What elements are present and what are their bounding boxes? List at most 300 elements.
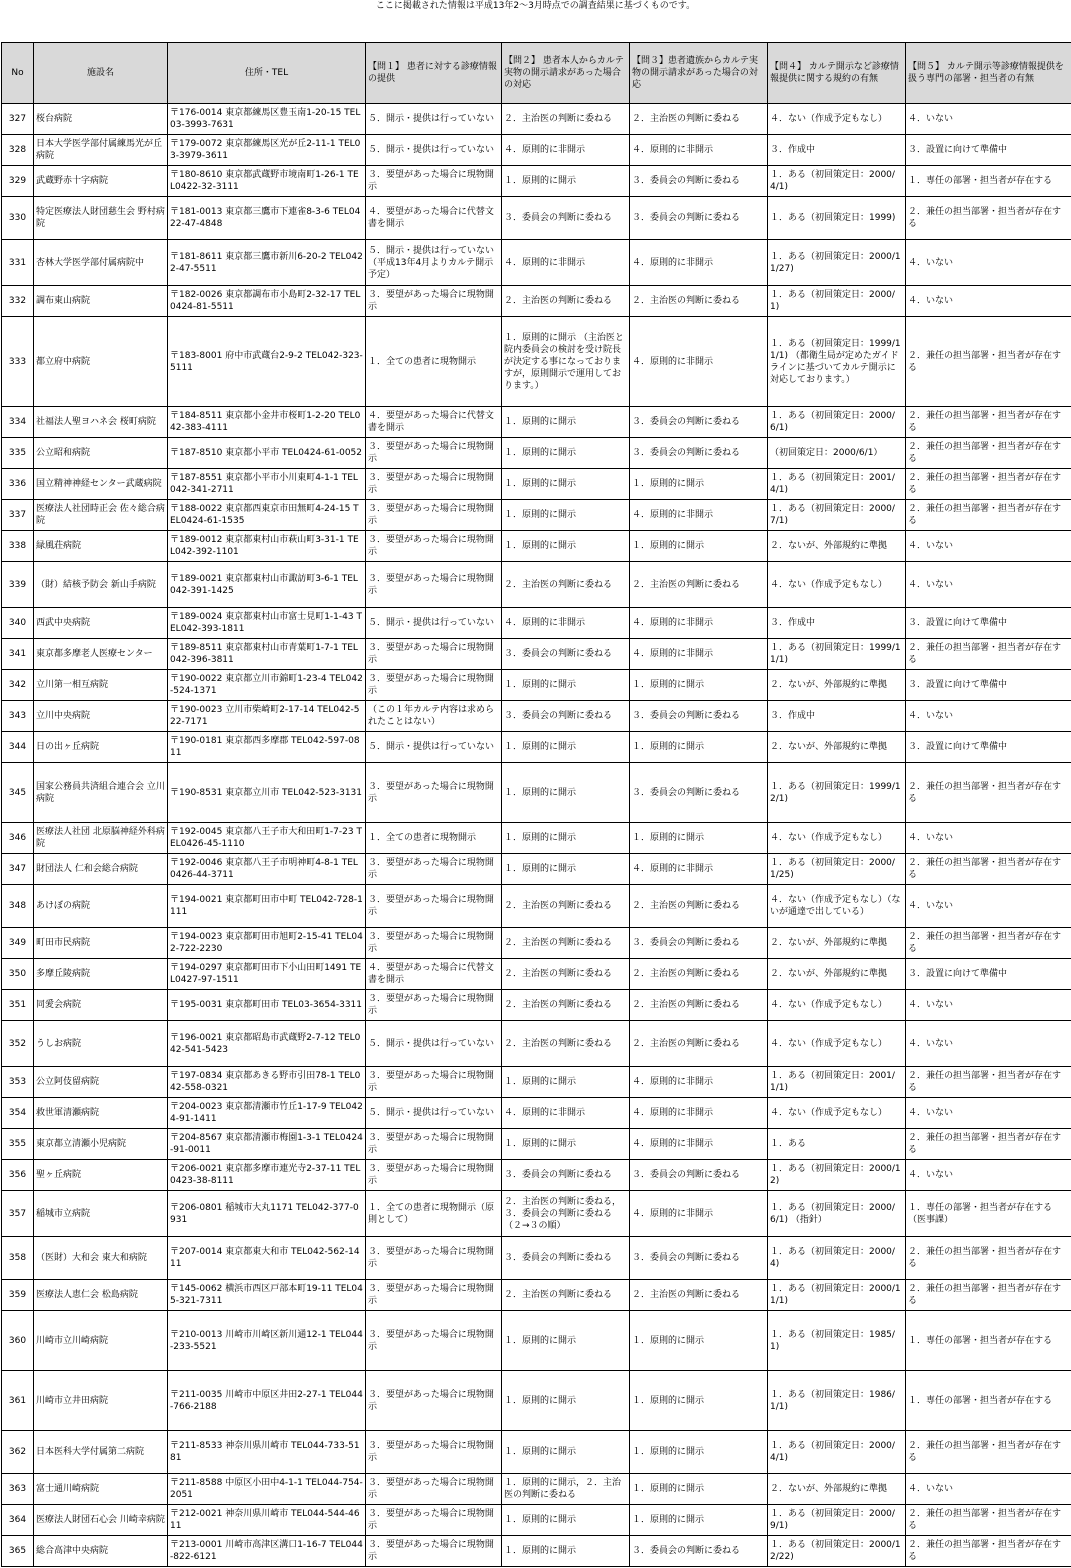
cell-q2: １．原則的に開示 [502,407,630,438]
table-row [2,990,1071,1021]
cell-q5: ４．いない [906,1021,1071,1067]
cell-q2: ３．委員会の判断に委ねる [502,639,630,670]
table-row [2,1237,1071,1280]
table-row [2,286,1071,317]
cell-no: 328 [2,135,34,166]
table-row [2,240,1071,286]
cell-q1: ３．要望があった場合に現物開示 [366,670,502,701]
cell-facility: 同愛会病院 [34,990,168,1021]
cell-no: 339 [2,562,34,608]
cell-q2: １．原則的に開示 [502,732,630,763]
cell-address: 〒188-0022 東京都西東京市田無町4-24-15 TEL0424-61-1535 [168,500,366,531]
cell-q2: ２．主治医の判断に委ねる [502,286,630,317]
cell-q5: ３．設置に向けて準備中 [906,670,1071,701]
cell-address: 〒206-0021 東京都多摩市連光寺2-37-11 TEL0423-38-8111 [168,1160,366,1191]
cell-address: 〒211-8533 神奈川県川崎市 TEL044-733-5181 [168,1431,366,1474]
cell-address: 〒145-0062 横浜市西区戸部本町19-11 TEL045-321-7311 [168,1280,366,1311]
cell-q4: １．ある（初回策定日：2001/4/1) [768,469,906,500]
cell-q5: ２．兼任の担当部署・担当者が存在する [906,639,1071,670]
cell-q1: ５．開示・提供は行っていない [366,1098,502,1129]
cell-no: 344 [2,732,34,763]
cell-facility: 桜台病院 [34,104,168,135]
cell-q3: ３．委員会の判断に委ねる [630,407,768,438]
cell-q4: ２．ないが、外部規約に準拠 [768,531,906,562]
cell-q1: ４．要望があった場合に代替文書を開示 [366,197,502,240]
cell-q4: １．ある（初回策定日：1999) [768,197,906,240]
header-q1: 【問１】 患者に対する診療情報の提供 [366,43,502,104]
cell-q2: １．原則的に開示 [502,469,630,500]
cell-q2: ２．主治医の判断に委ねる [502,885,630,928]
cell-address: 〒210-0013 川崎市川崎区新川通12-1 TEL044-233-5521 [168,1311,366,1371]
cell-address: 〒206-0801 稲城市大丸1171 TEL042-377-0931 [168,1191,366,1237]
cell-q3: ３．委員会の判断に委ねる [630,438,768,469]
cell-facility: （財）結核予防会 新山手病院 [34,562,168,608]
table-row [2,639,1071,670]
cell-facility: 西武中央病院 [34,608,168,639]
cell-q4: ３．作成中 [768,701,906,732]
cell-q5: ２．兼任の担当部署・担当者が存在する [906,500,1071,531]
cell-q4: ２．ないが、外部規約に準拠 [768,959,906,990]
cell-address: 〒181-8611 東京都三鷹市新川6-20-2 TEL0422-47-5511 [168,240,366,286]
cell-facility: 医療法人社団 北原脳神経外科病院 [34,823,168,854]
cell-address: 〒190-0022 東京都立川市錦町1-23-4 TEL042-524-1371 [168,670,366,701]
table-row [2,1280,1071,1311]
cell-facility: 東京都立清瀬小児病院 [34,1129,168,1160]
cell-q1: ３．要望があった場合に現物開示 [366,500,502,531]
cell-q4: １．ある（初回策定日：2000/7/1) [768,500,906,531]
cell-q3: ４．原則的に非開示 [630,1129,768,1160]
cell-q5: ２．兼任の担当部署・担当者が存在する [906,317,1071,407]
cell-q1: ３．要望があった場合に現物開示 [366,562,502,608]
cell-no: 356 [2,1160,34,1191]
cell-address: 〒182-0026 東京都調布市小島町2-32-17 TEL0424-81-5511 [168,286,366,317]
cell-address: 〒211-8588 中原区小田中4-1-1 TEL044-754-2051 [168,1474,366,1505]
table-row [2,1311,1071,1371]
cell-address: 〒204-0023 東京都清瀬市竹丘1-17-9 TEL0424-91-1411 [168,1098,366,1129]
cell-facility: 杏林大学医学部付属病院中 [34,240,168,286]
cell-q1: ３．要望があった場合に現物開示 [366,1280,502,1311]
cell-facility: 緑風荘病院 [34,531,168,562]
cell-facility: 立川中央病院 [34,701,168,732]
cell-q2: １．原則的に開示 [502,1371,630,1431]
cell-no: 345 [2,763,34,823]
cell-q3: ４．原則的に非開示 [630,639,768,670]
cell-q2: ３．委員会の判断に委ねる [502,701,630,732]
cell-q2: １．原則的に開示 [502,500,630,531]
cell-no: 349 [2,928,34,959]
cell-q5: ３．設置に向けて準備中 [906,959,1071,990]
cell-q3: ４．原則的に非開示 [630,1098,768,1129]
cell-facility: 医療法人財団石心会 川崎幸病院 [34,1505,168,1536]
cell-q1: ５．開示・提供は行っていない [366,608,502,639]
cell-q3: ２．主治医の判断に委ねる [630,286,768,317]
cell-q3: １．原則的に開示 [630,1431,768,1474]
cell-q1: １．全ての患者に現物開示 [366,823,502,854]
cell-q3: ３．委員会の判断に委ねる [630,928,768,959]
cell-q1: ５．開示・提供は行っていない [366,135,502,166]
header-no: No [2,43,34,104]
cell-q5: ４．いない [906,531,1071,562]
cell-q2: ４．原則的に非開示 [502,1098,630,1129]
cell-no: 335 [2,438,34,469]
cell-q3: ３．委員会の判断に委ねる [630,166,768,197]
cell-address: 〒176-0014 東京都練馬区豊玉南1-20-15 TEL03-3993-7631 [168,104,366,135]
table-row [2,562,1071,608]
cell-no: 332 [2,286,34,317]
cell-address: 〒179-0072 東京都練馬区光が丘2-11-1 TEL03-3979-3611 [168,135,366,166]
cell-q2: ２．主治医の判断に委ねる [502,990,630,1021]
cell-no: 362 [2,1431,34,1474]
cell-no: 343 [2,701,34,732]
cell-q3: ３．委員会の判断に委ねる [630,197,768,240]
cell-q1: ３．要望があった場合に現物開示 [366,469,502,500]
cell-facility: 多摩丘陵病院 [34,959,168,990]
cell-no: 338 [2,531,34,562]
cell-q1: ３．要望があった場合に現物開示 [366,1311,502,1371]
table-row [2,1191,1071,1237]
cell-q4: ２．ないが、外部規約に準拠 [768,670,906,701]
cell-facility: 公立阿伎留病院 [34,1067,168,1098]
cell-q2: ４．原則的に非開示 [502,240,630,286]
cell-q4: １．ある（初回策定日：2000/11/1) [768,1280,906,1311]
cell-q4: ４．ない（作成予定もなし） [768,990,906,1021]
cell-q4: １．ある（初回策定日：2000/1) [768,286,906,317]
cell-q4: １．ある（初回策定日：2000/6/1) [768,407,906,438]
cell-q4: ４．ない（作成予定もなし）（ないが通達で出している） [768,885,906,928]
table-row [2,823,1071,854]
cell-q5: ４．いない [906,240,1071,286]
table-body [2,104,1071,1567]
table-row [2,531,1071,562]
cell-q5: ３．設置に向けて準備中 [906,608,1071,639]
table-row [2,670,1071,701]
cell-q5: ２．兼任の担当部署・担当者が存在する [906,1129,1071,1160]
table-row [2,1505,1071,1536]
cell-q1: ３．要望があった場合に現物開示 [366,854,502,885]
cell-q3: １．原則的に開示 [630,1371,768,1431]
cell-no: 357 [2,1191,34,1237]
table-row [2,732,1071,763]
cell-facility: 富士通川崎病院 [34,1474,168,1505]
cell-q3: １．原則的に開示 [630,1311,768,1371]
cell-facility: 都立府中病院 [34,317,168,407]
cell-q4: １．ある（初回策定日：2000/6/1) （指針） [768,1191,906,1237]
cell-q1: ３．要望があった場合に現物開示 [366,1505,502,1536]
table-row [2,1536,1071,1567]
cell-q1: ３．要望があった場合に現物開示 [366,639,502,670]
cell-no: 350 [2,959,34,990]
cell-no: 365 [2,1536,34,1567]
cell-q3: ４．原則的に非開示 [630,135,768,166]
cell-q2: １．原則的に開示 [502,438,630,469]
cell-q3: ３．委員会の判断に委ねる [630,701,768,732]
cell-address: 〒194-0023 東京都町田市旭町2-15-41 TEL042-722-2230 [168,928,366,959]
cell-q5: ２．兼任の担当部署・担当者が存在する [906,1505,1071,1536]
cell-q3: ４．原則的に非開示 [630,1067,768,1098]
cell-address: 〒189-0024 東京都東村山市富士見町1-1-43 TEL042-393-1811 [168,608,366,639]
cell-no: 352 [2,1021,34,1067]
cell-facility: うしお病院 [34,1021,168,1067]
cell-q3: １．原則的に開示 [630,531,768,562]
cell-q5: ２．兼任の担当部署・担当者が存在する [906,197,1071,240]
cell-address: 〒190-0023 立川市柴崎町2-17-14 TEL042-522-7171 [168,701,366,732]
cell-facility: 日本大学医学部付属練馬光が丘病院 [34,135,168,166]
cell-address: 〒190-8531 東京都立川市 TEL042-523-3131 [168,763,366,823]
cell-q5: ４．いない [906,562,1071,608]
cell-address: 〒187-8510 東京都小平市 TEL0424-61-0052 [168,438,366,469]
table-row [2,608,1071,639]
header-q4: 【問４】 カルテ開示など診療情報提供に関する規約の有無 [768,43,906,104]
cell-no: 363 [2,1474,34,1505]
cell-no: 353 [2,1067,34,1098]
cell-address: 〒207-0014 東京都東大和市 TEL042-562-1411 [168,1237,366,1280]
cell-q5: ４．いない [906,1098,1071,1129]
cell-q1: ３．要望があった場合に現物開示 [366,928,502,959]
cell-q4: ４．ない（作成予定もなし） [768,1098,906,1129]
cell-facility: 特定医療法人財団慈生会 野村病院 [34,197,168,240]
cell-q5: ２．兼任の担当部署・担当者が存在する [906,763,1071,823]
cell-address: 〒192-0045 東京都八王子市大和田町1-7-23 TEL0426-45-1110 [168,823,366,854]
table-row [2,701,1071,732]
cell-q5: ２．兼任の担当部署・担当者が存在する [906,469,1071,500]
cell-q4: １．ある（初回策定日：2001/1/1) [768,1067,906,1098]
cell-q2: ２．主治医の判断に委ねる [502,562,630,608]
header-facility: 施設名 [34,43,168,104]
cell-q3: ４．原則的に非開示 [630,854,768,885]
cell-no: 364 [2,1505,34,1536]
cell-address: 〒184-8511 東京都小金井市桜町1-2-20 TEL042-383-4111 [168,407,366,438]
cell-q5: ４．いない [906,1160,1071,1191]
cell-address: 〒195-0031 東京都町田市 TEL03-3654-3311 [168,990,366,1021]
cell-q2: １．原則的に開示 [502,670,630,701]
cell-q5: ４．いない [906,286,1071,317]
cell-q1: １．全ての患者に現物開示（原則として） [366,1191,502,1237]
cell-q3: ２．主治医の判断に委ねる [630,990,768,1021]
table-row [2,104,1071,135]
cell-facility: 川崎市立川崎病院 [34,1311,168,1371]
cell-q4: １．ある（初回策定日：2000/9/1) [768,1505,906,1536]
cell-no: 346 [2,823,34,854]
cell-q5: ３．設置に向けて準備中 [906,135,1071,166]
table-row [2,1431,1071,1474]
cell-q4: １．ある（初回策定日：1999/11/1) [768,639,906,670]
cell-address: 〒213-0001 川崎市高津区溝口1-16-7 TEL044-822-6121 [168,1536,366,1567]
cell-facility: 国家公務員共済組合連合会 立川病院 [34,763,168,823]
cell-q4: １．ある（初回策定日：1985/1) [768,1311,906,1371]
cell-no: 354 [2,1098,34,1129]
cell-q5: ２．兼任の担当部署・担当者が存在する [906,1067,1071,1098]
cell-q1: ４．要望があった場合に代替文書を開示 [366,407,502,438]
cell-facility: 町田市民病院 [34,928,168,959]
cell-q5: ４．いない [906,990,1071,1021]
cell-q4: １．ある（初回策定日：2000/4/1) [768,166,906,197]
cell-facility: 日本医科大学付属第二病院 [34,1431,168,1474]
cell-address: 〒180-8610 東京都武蔵野市境南町1-26-1 TEL0422-32-3111 [168,166,366,197]
cell-q2: １．原則的に開示 [502,1431,630,1474]
cell-address: 〒189-0012 東京都東村山市萩山町3-31-1 TEL042-392-1101 [168,531,366,562]
cell-facility: 稲城市立病院 [34,1191,168,1237]
cell-q4: １．ある（初回策定日：2000/12/22) [768,1536,906,1567]
cell-q3: １．原則的に開示 [630,670,768,701]
cell-q1: ５．開示・提供は行っていない [366,104,502,135]
table-row [2,1129,1071,1160]
cell-q3: １．原則的に開示 [630,1474,768,1505]
cell-q4: （初回策定日：2000/6/1） [768,438,906,469]
cell-q5: ２．兼任の担当部署・担当者が存在する [906,928,1071,959]
cell-address: 〒196-0021 東京都昭島市武蔵野2-7-12 TEL042-541-5423 [168,1021,366,1067]
cell-q4: １．ある [768,1129,906,1160]
table-row [2,500,1071,531]
cell-facility: 聖ヶ丘病院 [34,1160,168,1191]
cell-q2: １．原則的に開示 [502,1311,630,1371]
cell-q3: ３．委員会の判断に委ねる [630,1536,768,1567]
table-row [2,1098,1071,1129]
cell-q4: １．ある（初回策定日：1999/12/1) [768,763,906,823]
cell-address: 〒211-0035 川崎市中原区井田2-27-1 TEL044-766-2188 [168,1371,366,1431]
cell-q4: １．ある（初回策定日：2000/12) [768,1160,906,1191]
cell-address: 〒183-8001 府中市武蔵台2-9-2 TEL042-323-5111 [168,317,366,407]
cell-address: 〒197-0834 東京都あきる野市引田78-1 TEL042-558-0321 [168,1067,366,1098]
cell-q3: ３．委員会の判断に委ねる [630,1237,768,1280]
cell-no: 333 [2,317,34,407]
cell-q2: ２．主治医の判断に委ねる [502,1021,630,1067]
cell-address: 〒190-0181 東京都西多摩郡 TEL042-597-0811 [168,732,366,763]
cell-q1: ３．要望があった場合に現物開示 [366,885,502,928]
header-address: 住所・TEL [168,43,366,104]
cell-address: 〒192-0046 東京都八王子市明神町4-8-1 TEL0426-44-3711 [168,854,366,885]
cell-q4: ２．ないが、外部規約に準拠 [768,1474,906,1505]
cell-q2: ２．主治医の判断に委ねる [502,104,630,135]
cell-q3: １．原則的に開示 [630,469,768,500]
cell-q4: １．ある（初回策定日：1986/1/1) [768,1371,906,1431]
table-row [2,166,1071,197]
cell-q5: ４．いない [906,885,1071,928]
table-row [2,469,1071,500]
cell-facility: 調布東山病院 [34,286,168,317]
table-row [2,1371,1071,1431]
cell-q3: ２．主治医の判断に委ねる [630,885,768,928]
cell-q2: １．原則的に開示 [502,1129,630,1160]
cell-q5: １．専任の部署・担当者が存在する [906,1311,1071,1371]
cell-q1: ３．要望があった場合に現物開示 [366,763,502,823]
header-row [2,43,1071,104]
cell-q4: ３．作成中 [768,135,906,166]
cell-q3: １．原則的に開示 [630,732,768,763]
cell-q4: ４．ない（作成予定もなし） [768,1021,906,1067]
cell-facility: 公立昭和病院 [34,438,168,469]
cell-q2: ３．委員会の判断に委ねる [502,1160,630,1191]
table-row [2,854,1071,885]
table-row [2,317,1071,407]
cell-q5: ２．兼任の担当部署・担当者が存在する [906,1536,1071,1567]
cell-q2: ２．主治医の判断に委ねる [502,959,630,990]
table-row [2,959,1071,990]
cell-q2: １．原則的に開示 [502,531,630,562]
cell-q4: １．ある（初回策定日：2000/11/27) [768,240,906,286]
cell-q2: ２．主治医の判断に委ねる [502,928,630,959]
table-row [2,928,1071,959]
cell-q1: ５．開示・提供は行っていない [366,1021,502,1067]
cell-q3: ４．原則的に非開示 [630,608,768,639]
cell-q1: ５．開示・提供は行っていない [366,732,502,763]
cell-q5: ４．いない [906,104,1071,135]
header-q3: 【問３】患者遺族からカルテ実物の開示請求があった場合の対応 [630,43,768,104]
cell-no: 347 [2,854,34,885]
cell-q5: ４．いない [906,1474,1071,1505]
survey-date-note: ここに掲載された情報は平成13年2～3月時点での調査結果に基づくものです。 [375,1,696,11]
cell-q2: ４．原則的に非開示 [502,608,630,639]
table-row [2,1160,1071,1191]
cell-facility: 医療法人恵仁会 松島病院 [34,1280,168,1311]
cell-q3: ２．主治医の判断に委ねる [630,959,768,990]
cell-facility: 日の出ヶ丘病院 [34,732,168,763]
cell-q1: ５．開示・提供は行っていない（平成13年4月よりカルテ開示予定） [366,240,502,286]
table-row [2,407,1071,438]
cell-q5: ４．いない [906,701,1071,732]
cell-no: 336 [2,469,34,500]
cell-address: 〒181-0013 東京都三鷹市下連雀8-3-6 TEL0422-47-4848 [168,197,366,240]
cell-facility: 医療法人社団時正会 佐々総合病院 [34,500,168,531]
cell-q2: １．原則的に開示 [502,763,630,823]
cell-facility: あけぼの病院 [34,885,168,928]
cell-q1: ３．要望があった場合に現物開示 [366,166,502,197]
cell-address: 〒189-8511 東京都東村山市青葉町1-7-1 TEL042-396-3811 [168,639,366,670]
cell-q3: ４．原則的に非開示 [630,317,768,407]
cell-q3: ４．原則的に非開示 [630,240,768,286]
cell-no: 351 [2,990,34,1021]
cell-facility: 国立精神神経センター武蔵病院 [34,469,168,500]
cell-no: 361 [2,1371,34,1431]
cell-q3: ４．原則的に非開示 [630,1191,768,1237]
cell-q1: ３．要望があった場合に現物開示 [366,438,502,469]
cell-q2: ２．主治医の判断に委ねる，３．委員会の判断に委ねる （２→３の順） [502,1191,630,1237]
cell-facility: 総合高津中央病院 [34,1536,168,1567]
cell-q1: ３．要望があった場合に現物開示 [366,1067,502,1098]
cell-q2: １．原則的に開示 [502,1505,630,1536]
cell-q1: ３．要望があった場合に現物開示 [366,1431,502,1474]
cell-no: 331 [2,240,34,286]
cell-q1: （この１年カルテ内容は求められたことはない） [366,701,502,732]
table-row [2,763,1071,823]
table-row [2,135,1071,166]
cell-q3: ２．主治医の判断に委ねる [630,1021,768,1067]
cell-q5: ４．いない [906,823,1071,854]
table-row [2,1021,1071,1067]
cell-facility: （医財）大和会 東大和病院 [34,1237,168,1280]
cell-q2: ４．原則的に非開示 [502,135,630,166]
cell-q1: ３．要望があった場合に現物開示 [366,1536,502,1567]
cell-q2: ３．委員会の判断に委ねる [502,197,630,240]
cell-q2: １．原則的に開示 [502,1536,630,1567]
cell-address: 〒194-0297 東京都町田市下小山田町1491 TEL0427-97-1511 [168,959,366,990]
cell-q1: １．全ての患者に現物開示 [366,317,502,407]
cell-q4: １．ある（初回策定日：2000/1/25) [768,854,906,885]
cell-q1: ３．要望があった場合に現物開示 [366,1371,502,1431]
cell-q5: １．専任の部署・担当者が存在する [906,166,1071,197]
cell-q5: ２．兼任の担当部署・担当者が存在する [906,1237,1071,1280]
cell-q4: ４．ない（作成予定もなし） [768,104,906,135]
cell-address: 〒189-0021 東京都東村山市諏訪町3-6-1 TEL042-391-1425 [168,562,366,608]
table-row [2,1474,1071,1505]
cell-no: 337 [2,500,34,531]
cell-q1: ３．要望があった場合に現物開示 [366,286,502,317]
cell-q3: ３．委員会の判断に委ねる [630,1160,768,1191]
cell-q5: ２．兼任の担当部署・担当者が存在する [906,407,1071,438]
cell-q1: ３．要望があった場合に現物開示 [366,990,502,1021]
cell-q4: ４．ない（作成予定もなし） [768,823,906,854]
cell-address: 〒212-0021 神奈川県川崎市 TEL044-544-4611 [168,1505,366,1536]
cell-facility: 財団法人 仁和会総合病院 [34,854,168,885]
